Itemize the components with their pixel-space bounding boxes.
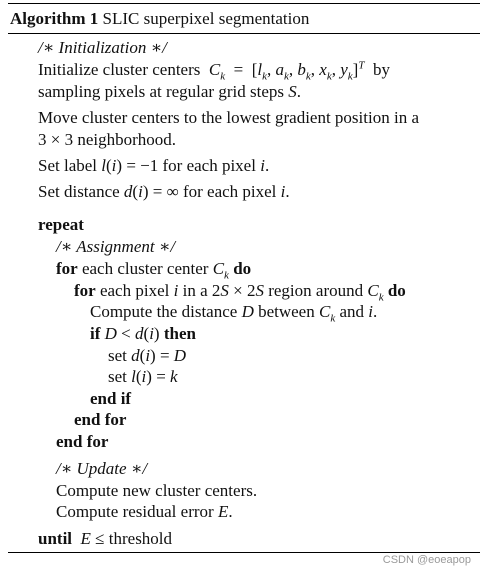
init-line-1: Initialize cluster centers $C_k = [l_k$, $a_k$, $b_k$, $x_k$, $y_k]^T$ by bbox=[38, 59, 390, 83]
for-cluster-line: for each cluster center $C_k$ do bbox=[56, 259, 252, 282]
top-rule bbox=[8, 3, 480, 4]
set-distance-line: Set distance d(i) = ∞ for each pixel i. bbox=[38, 182, 290, 201]
caption-title: SLIC superpixel segmentation bbox=[102, 9, 310, 28]
set-label-assign: set l(i) = k bbox=[108, 367, 178, 386]
comment-update: /∗ Update ∗/ bbox=[56, 459, 148, 478]
caption-rule bbox=[8, 33, 480, 34]
move-line-1: Move cluster centers to the lowest gradient position in a bbox=[38, 108, 419, 127]
caption-label: Algorithm 1 bbox=[10, 9, 99, 28]
for-pixel-line: for each pixel i in a 2S × 2S region around $C_k$ do bbox=[74, 281, 406, 304]
set-distance-assign: set d(i) = D bbox=[108, 346, 187, 365]
end-for-inner-keyword: end for bbox=[74, 410, 127, 429]
update-centers-line: Compute new cluster centers. bbox=[56, 481, 258, 500]
until-line: until E ≤ threshold bbox=[38, 529, 173, 548]
repeat-keyword: repeat bbox=[38, 215, 84, 234]
watermark: CSDN @eoeapop bbox=[382, 554, 471, 566]
algorithm-caption bbox=[10, 8, 309, 30]
init-line-2: sampling pixels at regular grid steps S. bbox=[38, 82, 301, 101]
set-label-line: Set label l(i) = −1 for each pixel i. bbox=[38, 156, 270, 175]
if-line: if D < d(i) then bbox=[90, 324, 196, 343]
end-for-outer-keyword: end for bbox=[56, 432, 109, 451]
end-if-keyword: end if bbox=[90, 389, 132, 408]
comment-initialization: /∗ Initialization ∗/ bbox=[38, 38, 167, 57]
move-line-2: 3 × 3 neighborhood. bbox=[38, 130, 177, 149]
comment-assignment: /∗ Assignment ∗/ bbox=[56, 237, 176, 256]
compute-distance-line: Compute the distance D between $C_k$ and i. bbox=[90, 302, 378, 325]
residual-error-line: Compute residual error E. bbox=[56, 502, 233, 521]
